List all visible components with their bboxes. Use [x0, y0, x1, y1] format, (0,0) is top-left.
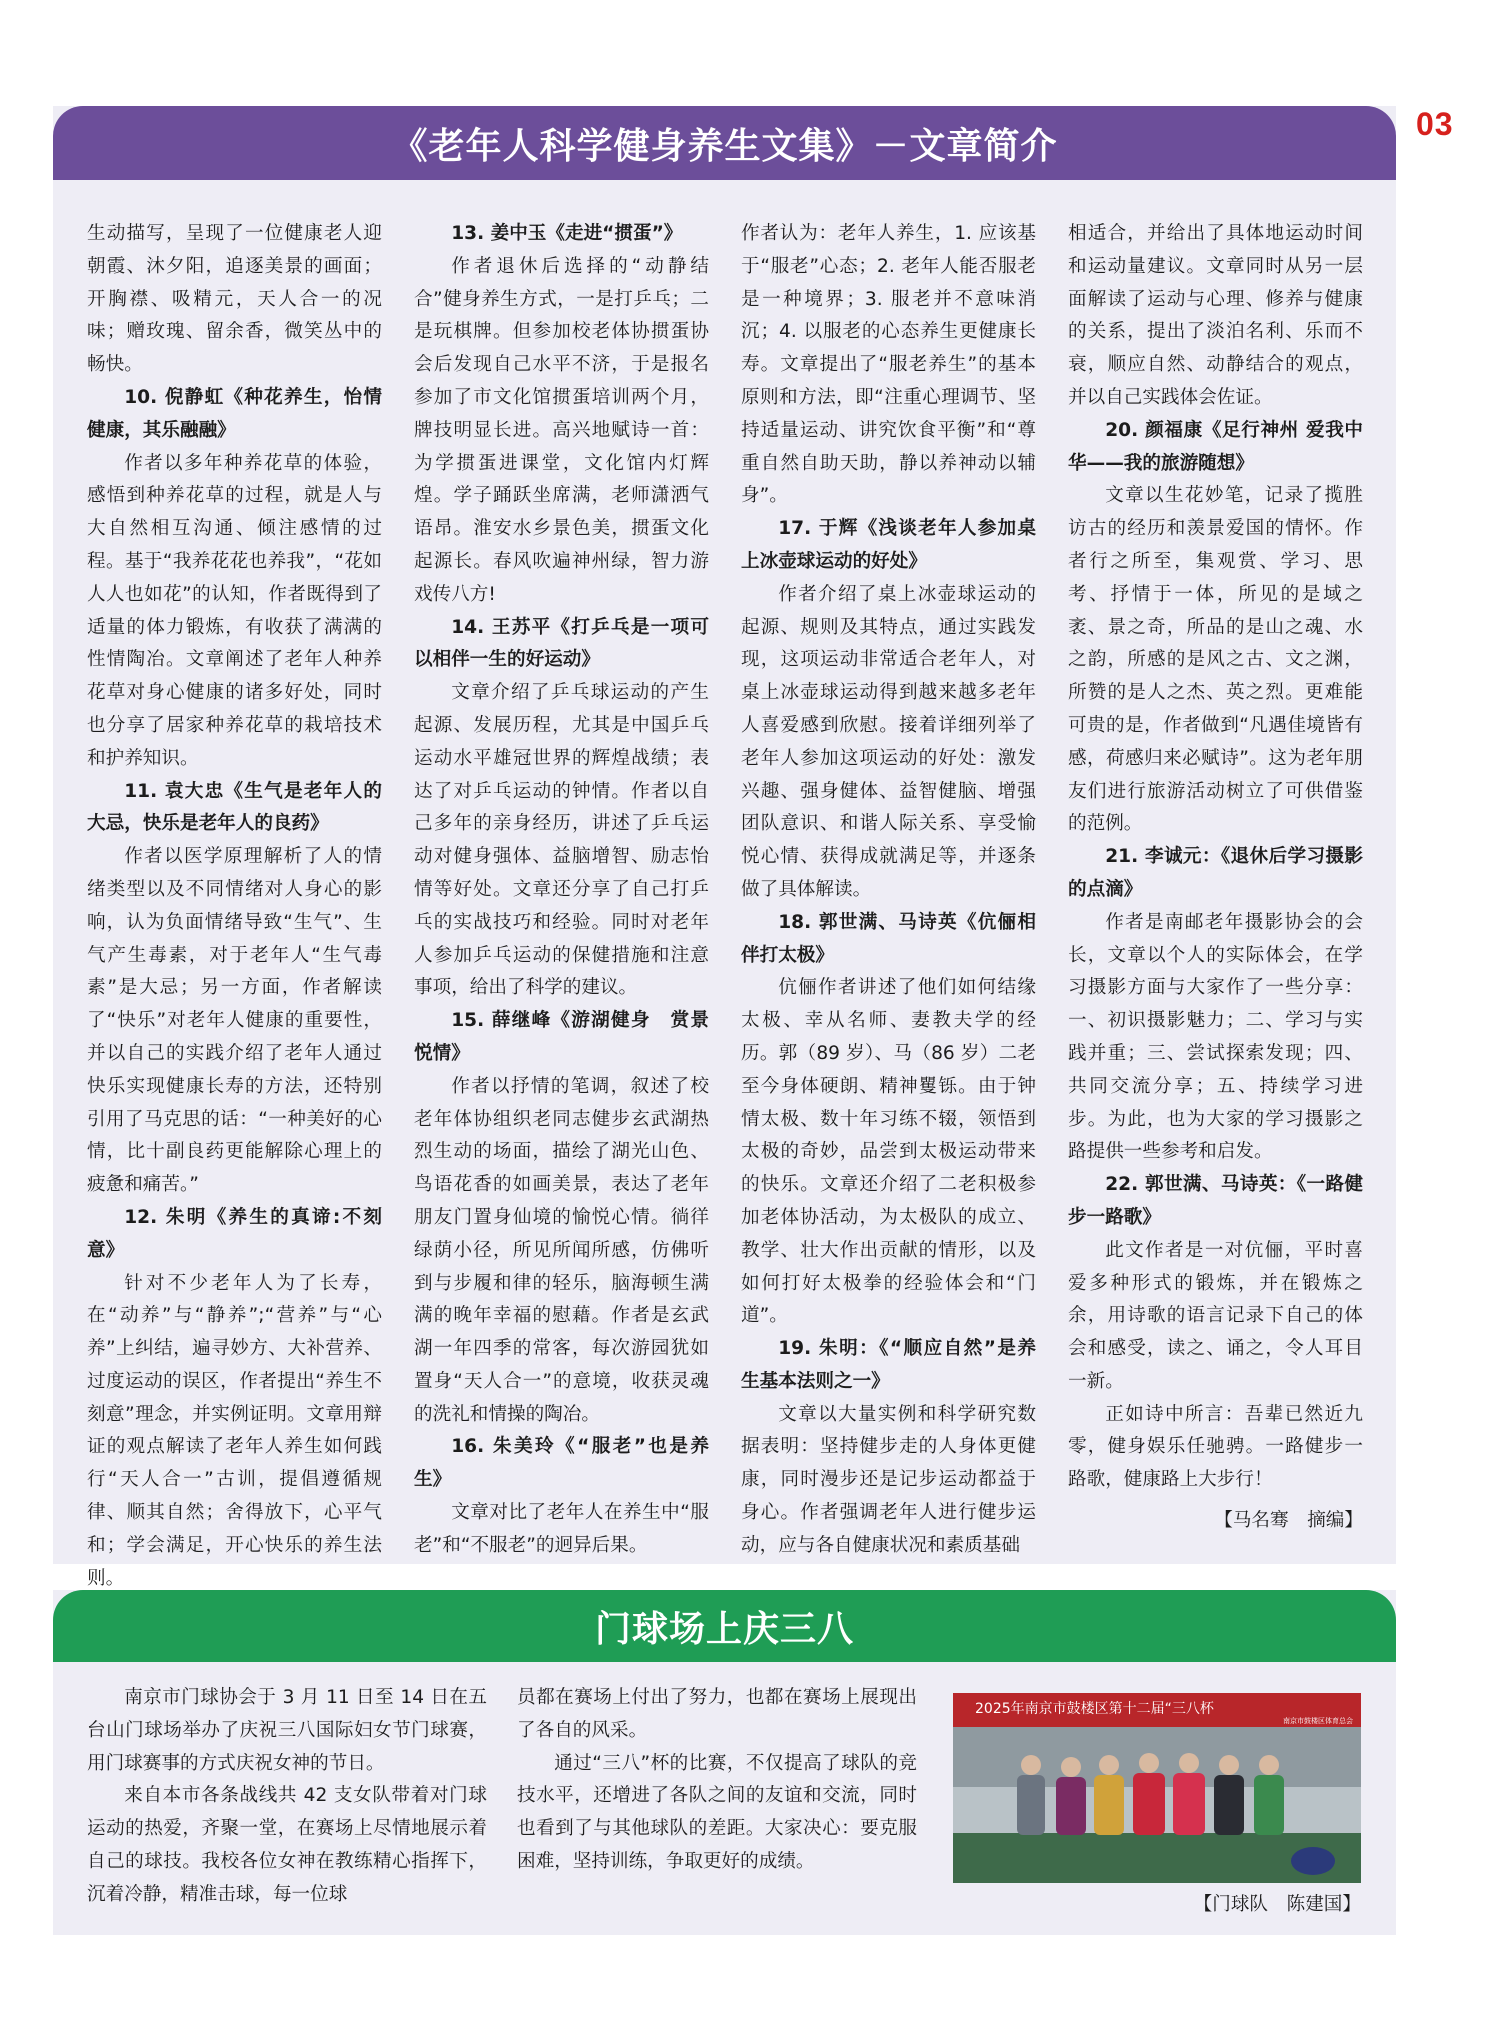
paragraph: 伉俪作者讲述了他们如何结缘太极、幸从名师、妻教夫学的经历。郭（89 岁）、马（86 岁）二老至今身体硬朗、精神矍铄。由于钟情太极、数十年习练不辍，领悟到太极的奇妙，品尝到太极运动带来的快乐。文章还介绍了二老积极参加老体协活动，为太极队的成立、教学、壮大作出贡献的情形，以及如何打好太极拳的经验体会和“门道”。 — [741, 977, 1036, 1327]
paragraph: 正如诗中所言：吾辈已然近九零，健身娱乐任驰骋。一路健步一路歌，健康路上大步行！ — [1068, 1403, 1363, 1491]
paragraph-continuation: 相适合，并给出了具体地运动时间和运动量建议。文章同时从另一层面解读了运动与心理、修养与健康的关系，提出了淡泊名利、乐而不衰，顺应自然、动静结合的观点，并以自己实践体会佐证。 — [1068, 223, 1363, 408]
page-number: 03 — [1416, 106, 1454, 142]
text-column-1 — [87, 218, 382, 1589]
article-heading: 11. 袁大忠《生气是老年人的大忌，快乐是老年人的良药》 — [87, 780, 382, 835]
text-column-3 — [741, 218, 1036, 1556]
team-photo-image — [953, 1693, 1361, 1883]
paragraph: 针对不少老年人为了长寿，在“动养”与“静养”;“营养”与“心养”上纠结，遍寻妙方、大补营养、过度运动的误区，作者提出“养生不刻意”理念，并实例证明。文章用辩证的观点解读了老年人养生如何践行“天人合一”古训，提倡遵循规律、顺其自然；舍得放下，心平气和；学会满足，开心快乐的养生法则。 — [87, 1272, 382, 1589]
paragraph: 作者介绍了桌上冰壶球运动的起源、规则及其特点，通过实践发现，这项运动非常适合老年人，对桌上冰壶球运动得到越来越多老年人喜爱感到欣慰。接着详细列举了老年人参加这项运动的好处：激发兴趣、强身健体、益智健脑、增强团队意识、和谐人际关系、享受愉悦心情、获得成就满足等，并逐条做了具体解读。 — [741, 583, 1036, 900]
gateball-banner — [53, 1590, 1396, 1662]
paragraph: 作者以抒情的笔调，叙述了校老年体协组织老同志健步玄武湖热烈生动的场面，描绘了湖光山色、鸟语花香的如画美景，表达了老年朋友门置身仙境的愉悦心情。徜徉绿荫小径，所见所闻所感，仿佛听到与步履和律的轻乐，脑海顿生满满的晚年幸福的慰藉。作者是玄武湖一年四季的常客，每次游园犹如置身“天人合一”的意境，收获灵魂的洗礼和情操的陶冶。 — [414, 1075, 709, 1425]
section-title: 门球场上庆三八 — [594, 1608, 854, 1650]
gateball-columns — [87, 1682, 917, 1922]
article-heading: 19. 朱明：《“顺应自然”是养生基本法则之一》 — [741, 1338, 1036, 1392]
article-columns — [87, 218, 1363, 1589]
article-heading: 13. 姜中玉《走进“掼蛋”》 — [451, 223, 683, 244]
article-heading: 15. 薛继峰《游湖健身 赏景悦情》 — [414, 1010, 709, 1064]
text-column-1 — [87, 1682, 487, 1912]
article-heading: 16. 朱美玲《“服老”也是养生》 — [414, 1436, 709, 1491]
article-heading: 14. 王苏平《打乒乓是一项可以相伴一生的好运动》 — [414, 616, 709, 671]
paragraph: 作者退休后选择的“动静结合”健身养生方式，一是打乒乓；二是玩棋牌。但参加校老体协掼蛋协会后发现自己水平不济，于是报名参加了市文化馆掼蛋培训两个月，牌技明显长进。高兴地赋诗一首：为学掼蛋进课堂，文化馆内灯辉煌。学子踊跃坐席满，老师潇洒气语昂。淮安水乡景色美，掼蛋文化起源长。春风吹遍神州绿，智力游戏传八方! — [414, 255, 709, 605]
paragraph: 来自本市各条战线共 42 支女队带着对门球运动的热爱，齐聚一堂，在赛场上尽情地展示着自己的球技。我校各位女神在教练精心指挥下，沉着冷静，精准击球，每一位球 — [87, 1785, 487, 1905]
article-heading: 10. 倪静虹《种花养生，怡情健康，其乐融融》 — [87, 386, 382, 441]
article-heading: 18. 郭世满、马诗英《伉俪相伴打太极》 — [741, 911, 1036, 966]
article-heading: 20. 颜福康《足行神州 爱我中华——我的旅游随想》 — [1068, 419, 1363, 474]
article-heading: 22. 郭世满、马诗英：《一路健步一路歌》 — [1068, 1174, 1363, 1228]
paragraph: 文章介绍了乒乓球运动的产生起源、发展历程，尤其是中国乒乓运动水平雄冠世界的辉煌战绩；表达了对乒乓运动的钟情。作者以自己多年的亲身经历，讲述了乒乓运动对健身强体、益脑增智、励志怡情等好处。文章还分享了自己打乒乓的实战技巧和经验。同时对老年人参加乒乓运动的保健措施和注意事项，给出了科学的建议。 — [414, 682, 709, 999]
article-summary-banner — [53, 106, 1396, 180]
paragraph: 作者以医学原理解析了人的情绪类型以及不同情绪对人身心的影响，认为负面情绪导致“生气”、生气产生毒素，对于老年人“生气毒素”是大忌；另一方面，作者解读了“快乐”对老年人健康的重要性，并以自己的实践介绍了老年人通过快乐实现健康长寿的方法，还特别引用了马克思的话：“一种美好的心情，比十副良药更能解除心理上的疲惫和痛苦。” — [87, 846, 382, 1196]
paragraph-continuation: 作者认为：老年人养生，1. 应该基于“服老”心态；2. 老年人能否服老是一种境界；3. 服老并不意味消沉；4. 以服老的心态养生更健康长寿。文章提出了“服老养生”的基本原则和方法，即“注重心理调节、坚持适量运动、讲究饮食平衡”和“尊重自然自助天助，静以养神动以辅身”。 — [741, 223, 1036, 507]
paragraph: 文章以生花妙笔，记录了揽胜访古的经历和羡景爱国的情怀。作者行之所至，集观赏、学习、思考、抒情于一体，所见的是域之袤、景之奇，所品的是山之魂、水之韵，所感的是风之古、文之渊，所赞的是人之杰、英之烈。更难能可贵的是，作者做到“凡遇佳境皆有感，荷感归来必赋诗”。这为老年朋友们进行旅游活动树立了可供借鉴的范例。 — [1068, 485, 1363, 835]
paragraph: 作者以多年种养花草的体验，感悟到种养花草的过程，就是人与大自然相互沟通、倾注感情的过程。基于“我养花花也养我”，“花如人人也如花”的认知，作者既得到了适量的体力锻炼，有收获了满满的性情陶冶。文章阐述了老年人种养花草对身心健康的诸多好处，同时也分享了居家种养花草的栽培技术和护养知识。 — [87, 452, 382, 769]
article-heading: 17. 于辉《浅谈老年人参加桌上冰壶球运动的好处》 — [741, 518, 1036, 572]
team-photo — [953, 1693, 1361, 1883]
paragraph-continuation: 生动描写，呈现了一位健康老人迎朝霞、沐夕阳，追逐美景的画面；开胸襟、吸精元，天人合一的况味；赠玫瑰、留余香，微笑丛中的畅快。 — [87, 223, 382, 376]
paragraph: 文章对比了老年人在养生中“服老”和“不服老”的迥异后果。 — [414, 1502, 709, 1556]
photo-credit: 【门球队 陈建国】 — [1193, 1894, 1361, 1915]
editor-credit: 【马名骞 摘编】 — [1214, 1510, 1363, 1532]
text-column-4 — [1068, 218, 1363, 1538]
paragraph-continuation: 员都在赛场上付出了努力，也都在赛场上展现出了各自的风采。 — [517, 1687, 917, 1741]
photo-banner-subtext: 南京市鼓楼区体育总会 — [1283, 1717, 1353, 1725]
photo-banner-text: 2025年南京市鼓楼区第十二届“三八杯 — [975, 1701, 1214, 1717]
article-heading: 12. 朱明《养生的真谛:不刻意》 — [87, 1206, 382, 1261]
section-title: 《老年人科学健身养生文集》－文章简介 — [391, 125, 1058, 167]
paragraph: 文章以大量实例和科学研究数据表明：坚持健步走的人身体更健康，同时漫步还是记步运动都益于身心。作者强调老年人进行健步运动，应与各自健康状况和素质基础 — [741, 1403, 1036, 1556]
paragraph: 通过“三八”杯的比赛，不仅提高了球队的竞技水平，还增进了各队之间的友谊和交流，同时也看到了与其他球队的差距。大家决心：要克服困难，坚持训练，争取更好的成绩。 — [517, 1752, 917, 1872]
paragraph: 此文作者是一对伉俪，平时喜爱多种形式的锻炼，并在锻炼之余，用诗歌的语言记录下自己的体会和感受，读之、诵之，令人耳目一新。 — [1068, 1239, 1363, 1392]
paragraph: 南京市门球协会于 3 月 11 日至 14 日在五台山门球场举办了庆祝三八国际妇女节门球赛，用门球赛事的方式庆祝女神的节日。 — [87, 1687, 487, 1774]
text-column-2 — [517, 1682, 917, 1879]
text-column-2 — [414, 218, 709, 1556]
article-heading: 21. 李诚元：《退休后学习摄影的点滴》 — [1068, 846, 1363, 900]
paragraph: 作者是南邮老年摄影协会的会长，文章以个人的实际体会，在学习摄影方面与大家作了一些分享：一、初识摄影魅力；二、学习与实践并重；三、尝试探索发现；四、共同交流分享；五、持续学习进步。为此，也为大家的学习摄影之路提供一些参考和启发。 — [1068, 911, 1363, 1163]
